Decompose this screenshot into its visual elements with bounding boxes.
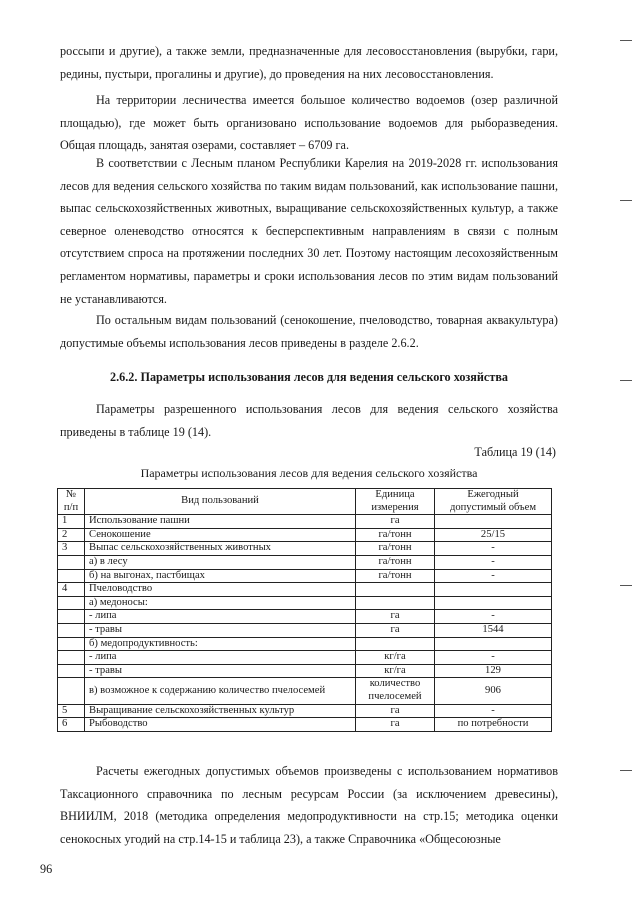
cell-volume: -: [435, 569, 552, 583]
cell-volume: [435, 637, 552, 651]
cell-unit: га/тонн: [356, 569, 435, 583]
table-row: [58, 528, 552, 542]
cell-num: [58, 555, 85, 569]
cell-volume: [435, 515, 552, 529]
page-number: 96: [40, 862, 53, 876]
table-number: Таблица 19 (14): [474, 445, 556, 459]
scan-margin-mark: [620, 770, 632, 771]
cell-volume: по потребности: [435, 718, 552, 732]
cell-unit: количество пчелосемей: [356, 678, 435, 704]
cell-num: [58, 569, 85, 583]
cell-volume: -: [435, 651, 552, 665]
cell-unit: [356, 583, 435, 597]
cell-unit: га: [356, 515, 435, 529]
cell-unit: кг/га: [356, 651, 435, 665]
cell-volume: 129: [435, 664, 552, 678]
cell-num: 6: [58, 718, 85, 732]
header-unit: Единица измерения: [356, 489, 435, 515]
table-row: [58, 515, 552, 529]
table-header-row: [58, 489, 552, 515]
cell-type: Сенокошение: [85, 528, 356, 542]
cell-num: [58, 637, 85, 651]
cell-num: [58, 651, 85, 665]
header-num: № п/п: [58, 489, 85, 515]
paragraph-forest-plan: В соответствии с Лесным планом Республики Карелия на 2019-2028 гг. использования лесов для ведения сельского хозяйства по таким видам пользований, как использование пашни, выпас сельскохозяйственных животных, выращивание сельскохозяйственных культур, а также северное оленеводство относятся к бесперспективным направлениям в связи с полным отсутствием спроса на протяжении последних 30 лет. Поэтому настоящим лесохозяйственным регламентом нормативы, параметры и сроки использования лесов по этим видам пользований не устанавливаются.: [60, 156, 558, 306]
table-row: [58, 623, 552, 637]
cell-volume: -: [435, 704, 552, 718]
cell-type: - липа: [85, 610, 356, 624]
cell-type: - травы: [85, 664, 356, 678]
cell-volume: -: [435, 555, 552, 569]
cell-volume: [435, 583, 552, 597]
cell-type: Выпас сельскохозяйственных животных: [85, 542, 356, 556]
cell-type: Пчеловодство: [85, 583, 356, 597]
cell-num: [58, 678, 85, 704]
paragraph-closing: Расчеты ежегодных допустимых объемов произведены с использованием нормативов Таксационного справочника по лесным ресурсам России (за исключением древесины), ВНИИЛМ, 2018 (методика определения медопродуктивности на стр.15; методика оценки сенокосных угодий на стр.14-15 и таблица 23), а также Справочника «Общесоюзные: [60, 764, 558, 846]
table-row: [58, 569, 552, 583]
cell-volume: 1544: [435, 623, 552, 637]
paragraph-other-uses: По остальным видам пользований (сенокошение, пчеловодство, товарная аквакультура) допустимые объемы использования лесов приведены в разделе 2.6.2.: [60, 313, 558, 350]
parameters-table: [57, 488, 552, 732]
cell-num: 4: [58, 583, 85, 597]
cell-unit: [356, 637, 435, 651]
cell-type: - липа: [85, 651, 356, 665]
cell-unit: га: [356, 623, 435, 637]
cell-type: Использование пашни: [85, 515, 356, 529]
cell-type: а) в лесу: [85, 555, 356, 569]
cell-unit: га: [356, 704, 435, 718]
table-row: [58, 678, 552, 704]
table-row: [58, 583, 552, 597]
cell-type: - травы: [85, 623, 356, 637]
table-row: [58, 555, 552, 569]
scan-margin-mark: [620, 200, 632, 201]
cell-volume: 906: [435, 678, 552, 704]
cell-volume: -: [435, 542, 552, 556]
cell-unit: га/тонн: [356, 555, 435, 569]
cell-type: б) на выгонах, пастбищах: [85, 569, 356, 583]
cell-num: [58, 664, 85, 678]
section-heading: 2.6.2. Параметры использования лесов для ведения сельского хозяйства: [110, 370, 508, 384]
table-row: [58, 664, 552, 678]
cell-type: Выращивание сельскохозяйственных культур: [85, 704, 356, 718]
cell-num: 3: [58, 542, 85, 556]
cell-unit: га: [356, 610, 435, 624]
cell-num: [58, 596, 85, 610]
table-caption: Параметры использования лесов для ведения сельского хозяйства: [140, 466, 478, 480]
cell-num: 5: [58, 704, 85, 718]
cell-num: [58, 623, 85, 637]
paragraph-continuation: россыпи и другие), а также земли, предназначенные для лесовосстановления (вырубки, гари, редины, пустыри, прогалины и другие), до проведения на них лесовосстановления.: [60, 44, 558, 81]
cell-unit: кг/га: [356, 664, 435, 678]
table-row: [58, 718, 552, 732]
cell-volume: 25/15: [435, 528, 552, 542]
scan-margin-mark: [620, 585, 632, 586]
table-row: [58, 651, 552, 665]
cell-unit: га/тонн: [356, 528, 435, 542]
table-row: [58, 596, 552, 610]
header-volume: Ежегодный допустимый объем: [435, 489, 552, 515]
cell-type: а) медоносы:: [85, 596, 356, 610]
cell-num: 1: [58, 515, 85, 529]
cell-unit: [356, 596, 435, 610]
table-row: [58, 637, 552, 651]
scan-margin-mark: [620, 380, 632, 381]
scan-margin-mark: [620, 40, 632, 41]
cell-volume: [435, 596, 552, 610]
cell-volume: -: [435, 610, 552, 624]
cell-num: [58, 610, 85, 624]
table-row: [58, 610, 552, 624]
cell-type: б) медопродуктивность:: [85, 637, 356, 651]
header-type: Вид пользований: [85, 489, 356, 515]
cell-type: в) возможное к содержанию количество пчелосемей: [85, 678, 356, 704]
cell-unit: га/тонн: [356, 542, 435, 556]
paragraph-water-bodies: На территории лесничества имеется большое количество водоемов (озер различной площадью), где может быть организовано использование водоемов для рыборазведения. Общая площадь, занятая озерами, составляет – 6709 га.: [60, 93, 558, 153]
paragraph-intro: Параметры разрешенного использования лесов для ведения сельского хозяйства приведены в таблице 19 (14).: [60, 402, 558, 439]
table-row: [58, 704, 552, 718]
cell-unit: га: [356, 718, 435, 732]
cell-num: 2: [58, 528, 85, 542]
table-row: [58, 542, 552, 556]
cell-type: Рыбоводство: [85, 718, 356, 732]
